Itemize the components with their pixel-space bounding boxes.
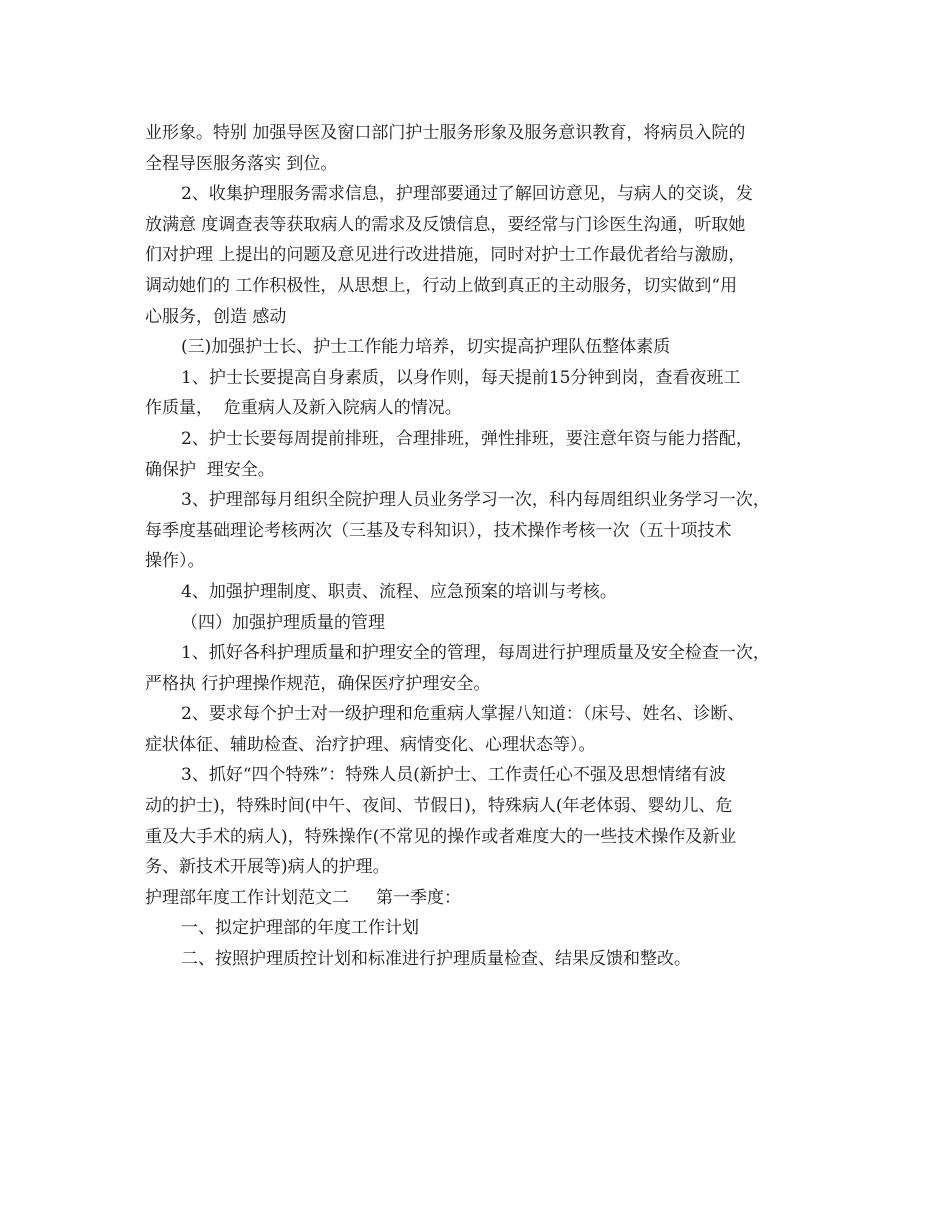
section-heading: （四）加强护理质量的管理 — [181, 612, 385, 633]
text-line: 严格执 行护理操作规范，确保医疗护理安全。 — [145, 673, 491, 694]
text-line: 3、护理部每月组织全院护理人员业务学习一次，科内每周组织业务学习一次， — [181, 490, 770, 511]
text-line: 作质量， 危重病人及新入院病人的情况。 — [145, 398, 462, 419]
text-line: 2、护士长要每周提前排班，合理排班，弹性排班，要注意年资与能力搭配， — [181, 428, 753, 449]
text-line: 2、收集护理服务需求信息，护理部要通过了解回访意见，与病人的交谈，发 — [181, 184, 753, 205]
text-line: 全程导医服务落实 到位。 — [145, 153, 338, 174]
text-line: 放满意 度调查表等获取病人的需求及反馈信息，要经常与门诊医生沟通，听取她 — [145, 214, 746, 235]
text-line: 症状体征、辅助检查、治疗护理、病情变化、心理状态等）。 — [145, 734, 596, 755]
text-line: 确保护 理安全。 — [145, 459, 275, 480]
text-line: 3、抓好“四个特殊”：特殊人员(新护士、工作责任心不强及思想情绪有波 — [181, 765, 726, 786]
text-line: 们对护理 上提出的问题及意见进行改进措施，同时对护士工作最优者给与激励， — [145, 245, 746, 266]
text-line: 1、护士长要提高自身素质，以身作则，每天提前15分钟到岗，查看夜班工 — [181, 367, 741, 388]
text-line: 二、按照护理质控计划和标准进行护理质量检查、结果反馈和整改。 — [181, 949, 691, 970]
text-line: 4、加强护理制度、职责、流程、应急预案的培训与考核。 — [181, 581, 617, 602]
text-line: 每季度基础理论考核两次（三基及专科知识），技术操作考核一次（五十项技术 — [145, 520, 732, 541]
text-line: 动的护士)，特殊时间(中午、夜间、节假日)，特殊病人(年老体弱、婴幼儿、危 — [145, 796, 733, 817]
section-heading: 护理部年度工作计划范文二 第一季度： — [145, 887, 462, 908]
text-line: 2、要求每个护士对一级护理和危重病人掌握八知道：（床号、姓名、诊断、 — [181, 704, 745, 725]
text-line: 业形象。特别 加强导医及窗口部门护士服务形象及服务意识教育，将病员入院的 — [145, 123, 746, 143]
text-line: 一、拟定护理部的年度工作计划 — [181, 918, 419, 939]
text-line: 重及大手术的病人)，特殊操作(不常见的操作或者难度大的一些技术操作及新业 — [145, 826, 737, 847]
text-line: 务、新技术开展等)病人的护理。 — [145, 857, 390, 878]
text-line: 操作）。 — [145, 551, 205, 572]
document-body — [145, 118, 810, 975]
text-line: 1、抓好各科护理质量和护理安全的管理，每周进行护理质量及安全检查一次， — [181, 643, 770, 664]
text-line: 心服务，创造 感动 — [145, 306, 287, 327]
text-line: 调动她们的 工作积极性，从思想上，行动上做到真正的主动服务，切实做到“用 — [145, 275, 738, 296]
section-heading: (三)加强护士长、护士工作能力培养，切实提高护理队伍整体素质 — [181, 337, 671, 358]
